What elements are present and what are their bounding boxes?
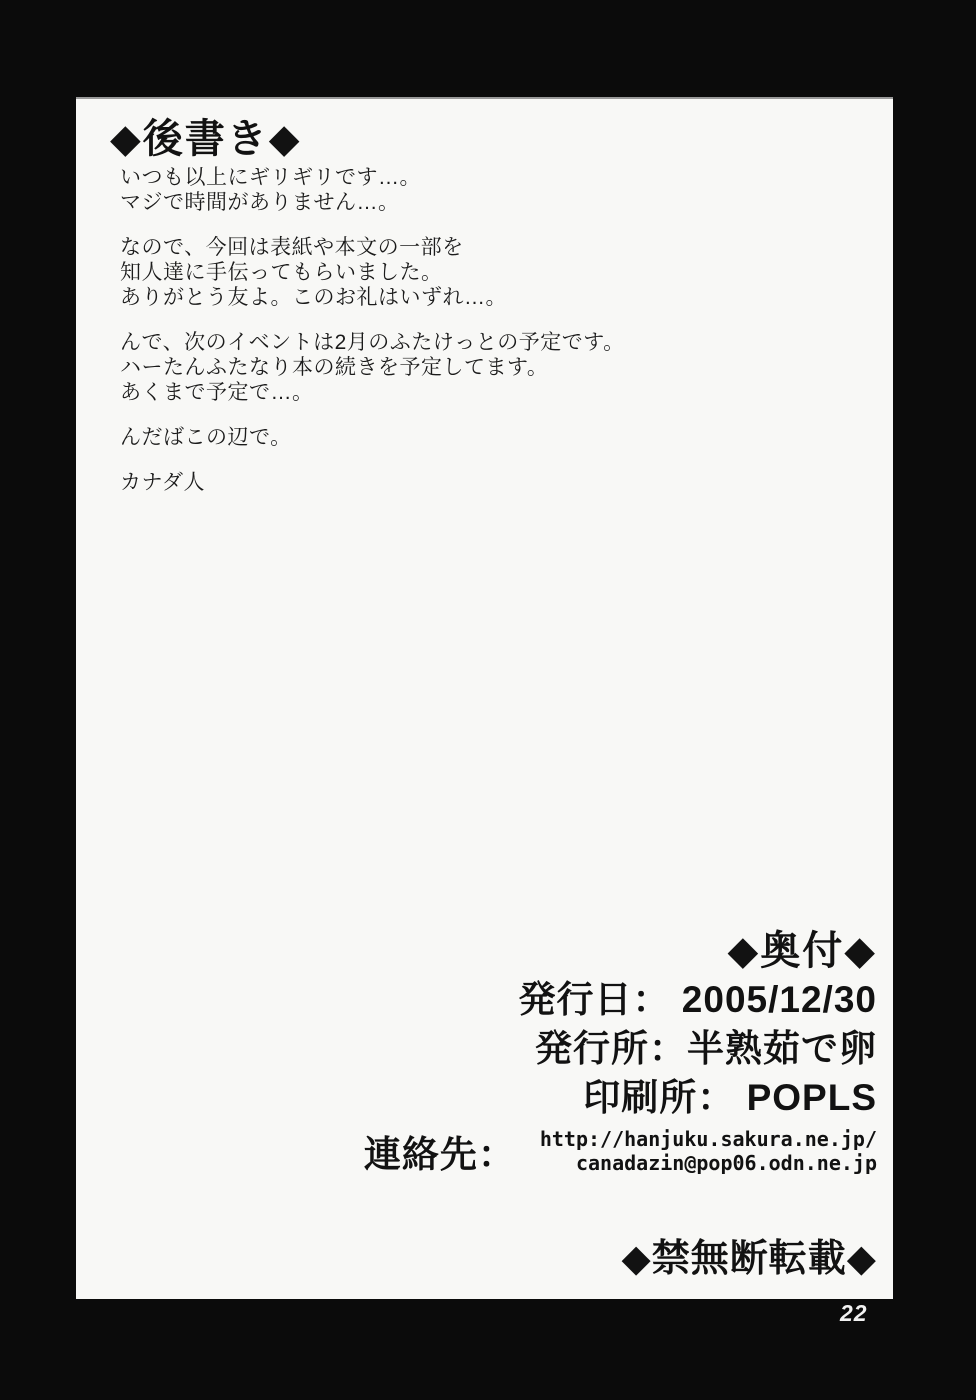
colophon-title: ◆奥付◆ xyxy=(727,929,877,973)
afterword-paragraph xyxy=(120,165,760,215)
afterword-paragraph xyxy=(120,470,760,495)
colophon-publish-date: 発行日： 2005/12/30 xyxy=(518,979,877,1020)
contact-url: http://hanjuku.sakura.ne.jp/ xyxy=(539,1127,877,1151)
no-reproduction-notice: ◆禁無断転載◆ xyxy=(621,1238,877,1280)
doujin-afterword-page xyxy=(76,97,893,1299)
colophon-printer: 印刷所： POPLS xyxy=(583,1077,877,1118)
afterword-paragraph xyxy=(120,235,760,310)
afterword-line: いつも以上にギリギリです…。 xyxy=(120,166,421,189)
afterword-text xyxy=(120,165,760,515)
afterword-paragraph xyxy=(120,425,760,450)
afterword-title: ◆後書き◆ xyxy=(110,117,302,161)
colophon-block xyxy=(364,927,877,1178)
afterword-paragraph xyxy=(120,330,760,405)
contact-label: 連絡先： xyxy=(363,1134,516,1175)
contact-email: canadazin@pop06.odn.ne.jp xyxy=(575,1151,877,1175)
afterword-line: ありがとう友よ。このお礼はいずれ…。 xyxy=(120,286,507,309)
contact-details xyxy=(540,1127,877,1175)
afterword-line: なので、今回は表紙や本文の一部を xyxy=(120,236,464,259)
afterword-line: 知人達に手伝ってもらいました。 xyxy=(120,261,443,284)
afterword-line: んだばこの辺で。 xyxy=(120,426,292,449)
afterword-line: んで、次のイベントは2月のふたけっとの予定です。 xyxy=(120,331,625,354)
colophon-contact xyxy=(364,1124,877,1178)
afterword-signature: カナダ人 xyxy=(120,471,205,494)
colophon-publisher: 発行所：半熟茹で卵 xyxy=(535,1028,877,1069)
afterword-line: あくまで予定で…。 xyxy=(120,381,314,404)
page-number: 22 xyxy=(840,1300,868,1326)
afterword-line: マジで時間がありません…。 xyxy=(120,191,400,214)
afterword-line: ハーたんふたなり本の続きを予定してます。 xyxy=(120,356,549,379)
